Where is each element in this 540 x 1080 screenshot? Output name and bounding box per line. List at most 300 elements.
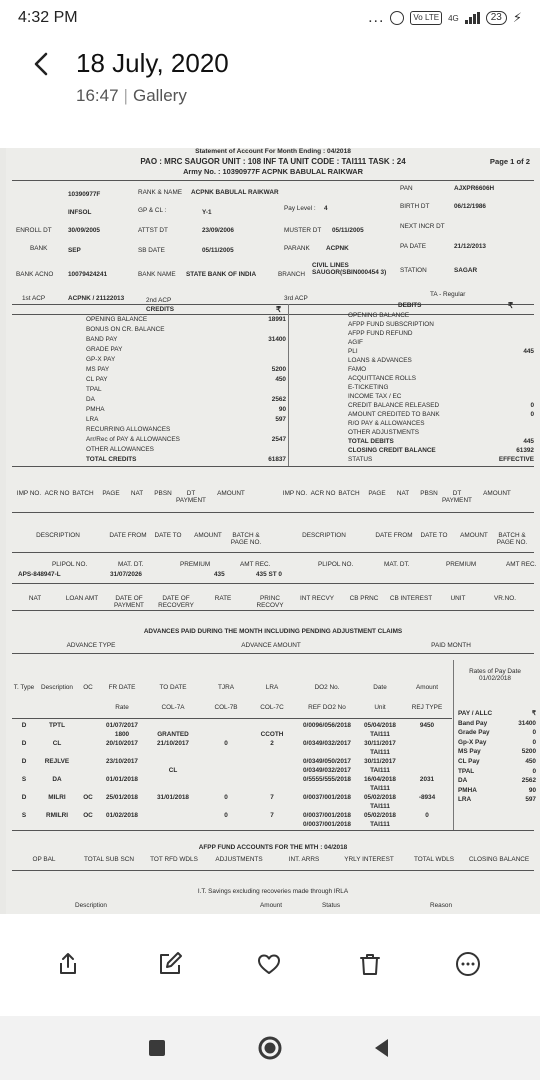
detail-subheader: REF DO2 No — [308, 704, 346, 711]
afpp-header: TOT RFD WDLS — [150, 856, 198, 863]
rate-amount: 0 — [532, 738, 536, 746]
credits-rupee: ₹ — [276, 305, 282, 314]
debit-label: FAMO — [348, 366, 367, 373]
detail-subheader: Unit — [374, 704, 386, 711]
bank-value: SEP — [68, 247, 81, 254]
divider — [12, 870, 534, 871]
detail-cell: 0 — [224, 812, 228, 819]
detail-cell: CCOTH — [260, 731, 284, 738]
detail-cell: DA — [52, 776, 62, 783]
advances-title: ADVANCES PAID DURING THE MONTH INCLUDING PENDING ADJUSTMENT CLAIMS — [143, 628, 403, 635]
bank-acno-value: 10079424241 — [68, 271, 108, 278]
birth-dt-label: BIRTH DT — [400, 203, 430, 210]
edit-button[interactable] — [150, 944, 190, 984]
loan-header: CB INTEREST — [389, 595, 433, 602]
heart-icon — [256, 951, 282, 977]
rate-amount: 0 — [532, 767, 536, 775]
system-back-button[interactable] — [368, 1034, 396, 1062]
credit-label: GP-X PAY — [86, 356, 116, 363]
detail-cell: 21/10/2017 — [157, 740, 189, 747]
detail-cell: TAI111 — [370, 731, 390, 738]
detail-cell: REJLVE — [44, 758, 70, 765]
tx-header: IMP NO. — [16, 490, 42, 497]
acp2-label: 2nd ACP — [146, 297, 172, 304]
credit-amount: 2547 — [271, 436, 286, 443]
detail-cell: OC — [83, 812, 93, 819]
more-options-button[interactable] — [448, 944, 488, 984]
detail-cell: 7 — [270, 794, 274, 801]
detail-header: Date — [373, 684, 387, 691]
credit-amount: 2562 — [271, 396, 286, 403]
muster-dt-label: MUSTER DT — [284, 227, 322, 234]
loan-header: INT RECVY — [300, 595, 334, 602]
debit-label: OPENING BALANCE — [348, 312, 410, 319]
share-button[interactable] — [48, 944, 88, 984]
detail-header: FR DATE — [108, 684, 136, 691]
army-no: 10390977F — [68, 191, 101, 198]
debit-label: AFPP FUND SUBSCRIPTION — [348, 321, 434, 328]
pli-header: PLIPOL NO. — [318, 561, 354, 568]
debit-label: TOTAL DEBITS — [348, 438, 394, 445]
rate-label: CL Pay — [458, 758, 480, 765]
detail-cell: TAI111 — [370, 821, 390, 828]
tx-header: AMOUNT — [217, 490, 245, 497]
detail-cell: 0/0096/056/2018 — [303, 722, 351, 729]
advance-header: ADVANCE AMOUNT — [241, 642, 301, 649]
detail-cell: 23/10/2017 — [106, 758, 138, 765]
detail-cell: D — [21, 758, 27, 765]
tx-header: AMOUNT — [483, 490, 511, 497]
detail-cell: 0/0037/001/2018 — [303, 821, 351, 828]
gp-cl-value: Y-1 — [202, 209, 212, 216]
recents-button[interactable] — [143, 1034, 171, 1062]
pa-date-label: PA DATE — [400, 243, 427, 250]
loan-header: VR.NO. — [493, 595, 516, 602]
detail-cell: 9450 — [419, 722, 435, 729]
pli-value: 435 — [214, 571, 225, 578]
sb-date-value: 05/11/2005 — [202, 247, 234, 254]
rate-label: PMHA — [458, 786, 477, 794]
acp-label: 1st ACP — [22, 295, 46, 302]
pli-header: PREMIUM — [446, 561, 477, 568]
edit-icon — [157, 951, 183, 977]
rate-amount: 0 — [532, 729, 536, 737]
credit-label: PMHA — [86, 406, 105, 413]
more-notifications-icon: ... — [368, 9, 385, 26]
it-header: Reason — [429, 902, 453, 909]
divider — [12, 466, 534, 467]
doc-army-line: Army No. : 10390977F ACPNK BABULAL RAIKWAR — [183, 167, 363, 176]
detail-header: T. Type — [13, 684, 35, 691]
debit-label: STATUS — [348, 456, 373, 463]
station-label: STATION — [400, 267, 427, 274]
detail-cell: 7 — [270, 812, 274, 819]
photo-actions-bar — [0, 926, 540, 1006]
detail-header: Description — [41, 684, 73, 691]
credit-label: BAND PAY — [86, 336, 118, 343]
credit-label: TOTAL CREDITS — [86, 456, 137, 463]
pay-level-value: 4 — [324, 205, 328, 212]
detail-cell: TAI111 — [370, 785, 390, 792]
credit-label: OPENING BALANCE — [86, 316, 148, 323]
adjustment-header: DESCRIPTION — [36, 532, 80, 539]
debit-label: AMOUNT CREDITED TO BANK — [348, 411, 440, 418]
debit-amount: EFFECTIVE — [498, 456, 534, 463]
rate-label: Gp-X Pay — [458, 738, 487, 746]
debits-rupee: ₹ — [508, 301, 514, 310]
doc-heading: Statement of Account For Month Ending : 04/2018 — [195, 148, 351, 155]
detail-cell: RMILRI — [45, 812, 68, 819]
tx-header: DT PAYMENT — [442, 490, 472, 505]
detail-cell: 16/04/2018 — [364, 776, 396, 783]
adjustment-header: DESCRIPTION — [302, 532, 346, 539]
advance-header: ADVANCE TYPE — [66, 642, 116, 649]
rate-amount: 90 — [528, 786, 536, 794]
adjustment-header: BATCH & PAGE NO. — [230, 532, 262, 547]
divider — [12, 512, 534, 513]
viewer-header — [0, 40, 540, 120]
detail-header: TJRA — [218, 684, 234, 691]
rate-amount: 2562 — [521, 777, 536, 785]
detail-cell: 1800 — [114, 731, 130, 738]
tx-header: DT PAYMENT — [176, 490, 206, 505]
detail-cell: TAI111 — [370, 749, 390, 756]
branch-value: CIVIL LINES SAUGOR(SBIN000454 3) — [312, 262, 387, 277]
debit-label: AGIF — [348, 339, 363, 346]
detail-cell: S — [21, 776, 27, 783]
detail-subheader: COL-7A — [161, 704, 185, 711]
rate-label: Grade Pay — [458, 729, 490, 737]
favorite-button[interactable] — [249, 944, 289, 984]
ta-label: TA - Regular — [430, 291, 466, 298]
detail-cell: 0 — [425, 812, 429, 819]
detail-cell: 05/02/2018 — [364, 794, 396, 801]
detail-subheader: COL-7B — [214, 704, 238, 711]
subtitle-separator: | — [123, 86, 128, 105]
it-header: Amount — [259, 902, 283, 909]
attst-dt-label: ATTST DT — [138, 227, 168, 234]
debit-amount: 445 — [523, 438, 534, 445]
divider — [12, 830, 534, 831]
afpp-header: CLOSING BALANCE — [468, 856, 530, 863]
doc-pao-line: PAO : MRC SAUGOR UNIT : 108 INF TA UNIT CODE : TAI111 TASK : 24 — [140, 157, 406, 166]
detail-cell: -8934 — [418, 794, 436, 801]
advance-header: PAID MONTH — [431, 642, 471, 649]
tx-header: NAT — [130, 490, 144, 497]
divider — [12, 653, 534, 654]
home-button[interactable] — [256, 1034, 284, 1062]
detail-cell: 0 — [224, 740, 228, 747]
detail-cell: TPTL — [49, 722, 65, 729]
loan-header: DATE OF PAYMENT — [114, 595, 144, 610]
acp3-label: 3rd ACP — [284, 295, 308, 302]
divider — [12, 180, 534, 181]
detail-cell: 0/0037/001/2018 — [303, 812, 351, 819]
credit-amount: 31400 — [268, 336, 286, 343]
it-title: I.T. Savings excluding recoveries made through IRLA — [197, 888, 349, 895]
rank-name-label: RANK & NAME — [138, 189, 183, 196]
bank-name-label: BANK NAME — [138, 271, 176, 278]
tx-header: BATCH — [338, 490, 360, 497]
credit-amount: 5200 — [271, 366, 286, 373]
bank-acno-label: BANK ACNO — [16, 271, 54, 278]
detail-cell: 25/01/2018 — [106, 794, 138, 801]
divider — [12, 314, 534, 315]
detail-subheader: COL-7C — [260, 704, 284, 711]
charging-icon: ⚡ — [512, 10, 522, 25]
back-arrow-icon — [28, 50, 56, 78]
doc-page-number: Page 1 of 2 — [489, 157, 530, 166]
enroll-dt-label: ENROLL DT — [16, 227, 52, 234]
more-icon — [455, 951, 481, 977]
detail-cell: 0 — [224, 794, 228, 801]
afpp-header: ADJUSTMENTS — [215, 856, 263, 863]
pli-header: MAT. DT. — [118, 561, 144, 568]
debit-label: CLOSING CREDIT BALANCE — [348, 447, 436, 454]
rate-label: PAY / ALLC — [458, 710, 493, 717]
detail-subheader: REJ TYPE — [411, 704, 443, 711]
pan-value: AJXPR6606H — [454, 185, 495, 192]
adjustment-header: BATCH & PAGE NO. — [496, 532, 528, 547]
pan-label: PAN — [400, 185, 413, 192]
divider — [12, 718, 452, 719]
credit-label: Arr/Rec of PAY & ALLOWANCES — [86, 436, 180, 443]
adjustment-header: AMOUNT — [460, 532, 488, 539]
loan-header: UNIT — [450, 595, 466, 602]
pay-level-label: Pay Level : — [284, 205, 316, 212]
acp-value: ACPNK / 21122013 — [68, 295, 125, 302]
detail-cell: 30/11/2017 — [364, 740, 396, 747]
muster-dt-value: 05/11/2005 — [332, 227, 364, 234]
credit-label: BONUS ON CR. BALANCE — [86, 326, 165, 333]
system-nav-bar — [0, 1016, 540, 1080]
adjustment-header: DATE TO — [154, 532, 182, 539]
status-time: 4:32 PM — [18, 9, 78, 26]
pli-header: AMT REC. — [240, 561, 271, 568]
credit-amount: 597 — [275, 416, 286, 423]
detail-cell: 0/0037/001/2018 — [303, 794, 351, 801]
debits-title: DEBITS — [398, 302, 422, 309]
category: INFSOL — [68, 209, 92, 216]
debit-label: R/O PAY & ALLOWANCES — [348, 420, 425, 427]
credit-amount: 90 — [278, 406, 286, 413]
loan-header: LOAN AMT — [65, 595, 99, 602]
pli-value: 31/07/2026 — [110, 571, 142, 578]
afpp-header: YRLY INTEREST — [344, 856, 394, 863]
detail-cell: GRANTED — [157, 731, 189, 738]
detail-cell: 05/02/2018 — [364, 812, 396, 819]
detail-cell: CL — [52, 740, 62, 747]
pa-date-value: 21/12/2013 — [454, 243, 486, 250]
rate-amount: 597 — [525, 796, 536, 804]
rate-label: Band Pay — [458, 719, 488, 727]
pli-value: 435 ST 0 — [256, 571, 282, 578]
status-bar — [0, 0, 540, 36]
debit-label: ACQUITTANCE ROLLS — [348, 375, 417, 382]
afpp-header: TOTAL WDLS — [413, 856, 454, 863]
station-value: SAGAR — [454, 267, 478, 274]
debit-amount: 0 — [530, 402, 534, 409]
credits-title: CREDITS — [146, 306, 175, 313]
credit-label: CL PAY — [86, 376, 108, 383]
rate-amount: ₹ — [531, 710, 536, 717]
detail-cell: 01/01/2018 — [106, 776, 138, 783]
detail-cell: D — [21, 740, 27, 747]
debit-amount: 61392 — [516, 447, 534, 454]
rates-title: Rates of Pay Date 01/02/2018 — [469, 668, 521, 683]
credit-amount: 18991 — [268, 316, 286, 323]
credit-label: TPAL — [86, 386, 102, 393]
album-link[interactable]: Gallery — [132, 86, 187, 105]
gp-cl-label: GP & CL : — [138, 207, 167, 214]
afpp-title: AFPP FUND ACCOUNTS FOR THE MTH : 04/2018 — [198, 844, 348, 851]
statement-document — [6, 148, 540, 914]
it-header: Description — [75, 902, 107, 909]
detail-cell: OC — [83, 794, 93, 801]
credit-label: DA — [86, 396, 95, 403]
divider — [12, 610, 534, 611]
detail-header: Amount — [415, 684, 439, 691]
divider — [12, 304, 534, 305]
rank-name: ACPNK BABULAL RAIKWAR — [191, 189, 279, 196]
detail-cell: 0/5555/555/2018 — [303, 776, 351, 783]
tx-header: PBSN — [420, 490, 438, 497]
debit-label: CREDIT BALANCE RELEASED — [348, 402, 440, 409]
credit-label: LRA — [86, 416, 99, 423]
credit-amount: 61837 — [268, 456, 286, 463]
rate-label: DA — [458, 777, 468, 785]
divider — [12, 552, 534, 553]
detail-cell: 01/07/2017 — [106, 722, 138, 729]
tx-header: PAGE — [368, 490, 386, 497]
detail-cell: 31/01/2018 — [157, 794, 189, 801]
detail-cell: 01/02/2018 — [106, 812, 138, 819]
tx-header: ACR NO — [310, 490, 336, 497]
detail-cell: TAI111 — [370, 803, 390, 810]
debit-label: OTHER ADJUSTMENTS — [348, 429, 420, 436]
next-incr-label: NEXT INCR DT — [400, 223, 445, 230]
detail-cell: 0/0349/032/2017 — [303, 767, 351, 774]
bank-label: BANK — [30, 245, 48, 252]
rate-label: MS Pay — [458, 748, 481, 756]
debit-label: E-TICKETING — [348, 384, 389, 391]
network-type: 4G — [448, 13, 459, 23]
detail-header: OC — [83, 684, 93, 691]
rate-amount: 450 — [525, 758, 536, 765]
enroll-dt-value: 30/09/2005 — [68, 227, 100, 234]
divider — [12, 583, 534, 584]
pli-value: APS-848947-L — [18, 571, 61, 578]
pli-header: PREMIUM — [180, 561, 211, 568]
detail-cell: 2 — [270, 740, 274, 747]
page-title: 18 July, 2020 — [76, 48, 229, 78]
detail-header: TO DATE — [159, 684, 187, 691]
rate-amount: 5200 — [521, 748, 536, 756]
sb-date-label: SB DATE — [138, 247, 165, 254]
detail-header: LRA — [265, 684, 279, 691]
debit-amount: 445 — [523, 348, 534, 355]
afpp-header: INT. ARRS — [288, 856, 320, 863]
detail-cell: 20/10/2017 — [106, 740, 138, 747]
credit-label: OTHER ALLOWANCES — [86, 446, 154, 453]
it-header: Status — [321, 902, 341, 909]
column-divider — [453, 660, 454, 830]
parank-label: PARANK — [284, 245, 310, 252]
pli-header: AMT REC. — [506, 561, 537, 568]
photo-subtitle — [76, 86, 187, 106]
pli-header: MAT. DT. — [384, 561, 410, 568]
detail-cell: 2031 — [419, 776, 435, 783]
photo-time: 16:47 — [76, 86, 119, 105]
loan-header: CB PRNC — [349, 595, 379, 602]
home-icon — [256, 1034, 284, 1062]
signal-icon — [465, 12, 480, 24]
tx-header: PBSN — [154, 490, 172, 497]
adjustment-header: DATE FROM — [375, 532, 413, 539]
back-button[interactable] — [28, 50, 56, 78]
tx-header: PAGE — [102, 490, 120, 497]
tx-header: ACR NO — [44, 490, 70, 497]
detail-cell: D — [21, 794, 27, 801]
tx-header: NAT — [396, 490, 410, 497]
pli-header: PLIPOL NO. — [52, 561, 88, 568]
bank-name-value: STATE BANK OF INDIA — [186, 271, 257, 278]
loan-header: RATE — [214, 595, 232, 602]
detail-cell: 0/0349/032/2017 — [303, 740, 351, 747]
credit-label: RECURRING ALLOWANCES — [86, 426, 171, 433]
delete-button[interactable] — [350, 944, 390, 984]
detail-cell: 30/11/2017 — [364, 758, 396, 765]
attst-dt-value: 23/09/2006 — [202, 227, 234, 234]
debit-label: LOANS & ADVANCES — [348, 357, 412, 364]
detail-cell: D — [21, 722, 27, 729]
share-icon — [55, 951, 81, 977]
adjustment-header: DATE FROM — [109, 532, 147, 539]
rate-label: LRA — [458, 796, 472, 804]
loan-header: NAT — [28, 595, 42, 602]
adjustment-header: DATE TO — [420, 532, 448, 539]
afpp-header: OP BAL — [32, 856, 56, 863]
column-divider — [288, 304, 289, 466]
battery-icon: 23 — [486, 11, 507, 25]
adjustment-header: AMOUNT — [194, 532, 222, 539]
rate-label: TPAL — [458, 767, 475, 775]
detail-cell: 05/04/2018 — [364, 722, 396, 729]
detail-cell: S — [21, 812, 27, 819]
debit-label: PLI — [348, 348, 358, 355]
tx-header: BATCH — [72, 490, 94, 497]
debit-label: INCOME TAX / EC — [348, 393, 402, 400]
detail-subheader: Rate — [115, 704, 129, 711]
loan-header: PRINC RECOVY — [256, 595, 284, 610]
parank-value: ACPNK — [326, 245, 349, 252]
credit-label: GRADE PAY — [86, 346, 123, 353]
credit-amount: 450 — [275, 376, 286, 383]
branch-label: BRANCH — [278, 271, 305, 278]
detail-cell: TAI111 — [370, 767, 390, 774]
trash-icon — [357, 951, 383, 977]
tx-header: IMP NO. — [282, 490, 308, 497]
status-icons — [368, 9, 522, 27]
photo-canvas[interactable] — [0, 148, 540, 914]
detail-cell: 0/0349/050/2017 — [303, 758, 351, 765]
recents-icon — [143, 1034, 171, 1062]
alarm-icon — [390, 11, 404, 25]
rate-amount: 31400 — [518, 719, 536, 727]
detail-cell: CL — [168, 767, 178, 774]
detail-header: DO2 No. — [314, 684, 340, 691]
debit-amount: 0 — [530, 411, 534, 418]
